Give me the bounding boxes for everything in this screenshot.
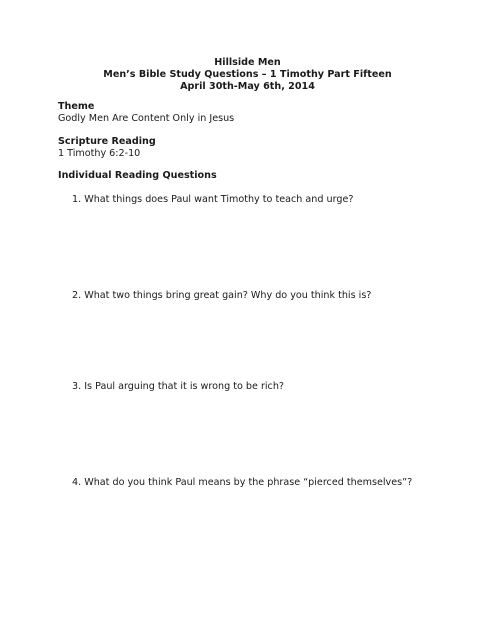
theme-heading: Theme: [58, 101, 95, 112]
group-name: Hillside Men: [214, 57, 281, 68]
question-text: What things does Paul want Timothy to teach and urge?: [84, 194, 354, 205]
question-number: 4.: [72, 477, 82, 488]
individual-questions-section: [58, 170, 217, 182]
theme-section: [58, 101, 234, 125]
question-text: Is Paul arguing that it is wrong to be rich?: [84, 381, 285, 392]
scripture-heading: Scripture Reading: [58, 136, 156, 147]
question-number: 3.: [72, 381, 82, 392]
individual-questions-heading: Individual Reading Questions: [58, 170, 217, 181]
question-text: What do you think Paul means by the phrase “pierced themselves”?: [84, 477, 413, 488]
question-number: 2.: [72, 290, 82, 301]
theme-text: Godly Men Are Content Only in Jesus: [58, 113, 235, 124]
scripture-section: [58, 136, 156, 160]
question-item: [72, 290, 371, 302]
question-item: [72, 194, 353, 206]
document-header: [0, 57, 495, 93]
question-text: What two things bring great gain? Why do you think this is?: [84, 290, 372, 301]
scripture-text: 1 Timothy 6:2-10: [58, 148, 141, 159]
question-item: [72, 381, 284, 393]
question-number: 1.: [72, 194, 82, 205]
question-item: [72, 477, 412, 489]
study-title: Men’s Bible Study Questions – 1 Timothy Part Fifteen: [103, 69, 392, 80]
study-dates: April 30th-May 6th, 2014: [180, 81, 315, 92]
